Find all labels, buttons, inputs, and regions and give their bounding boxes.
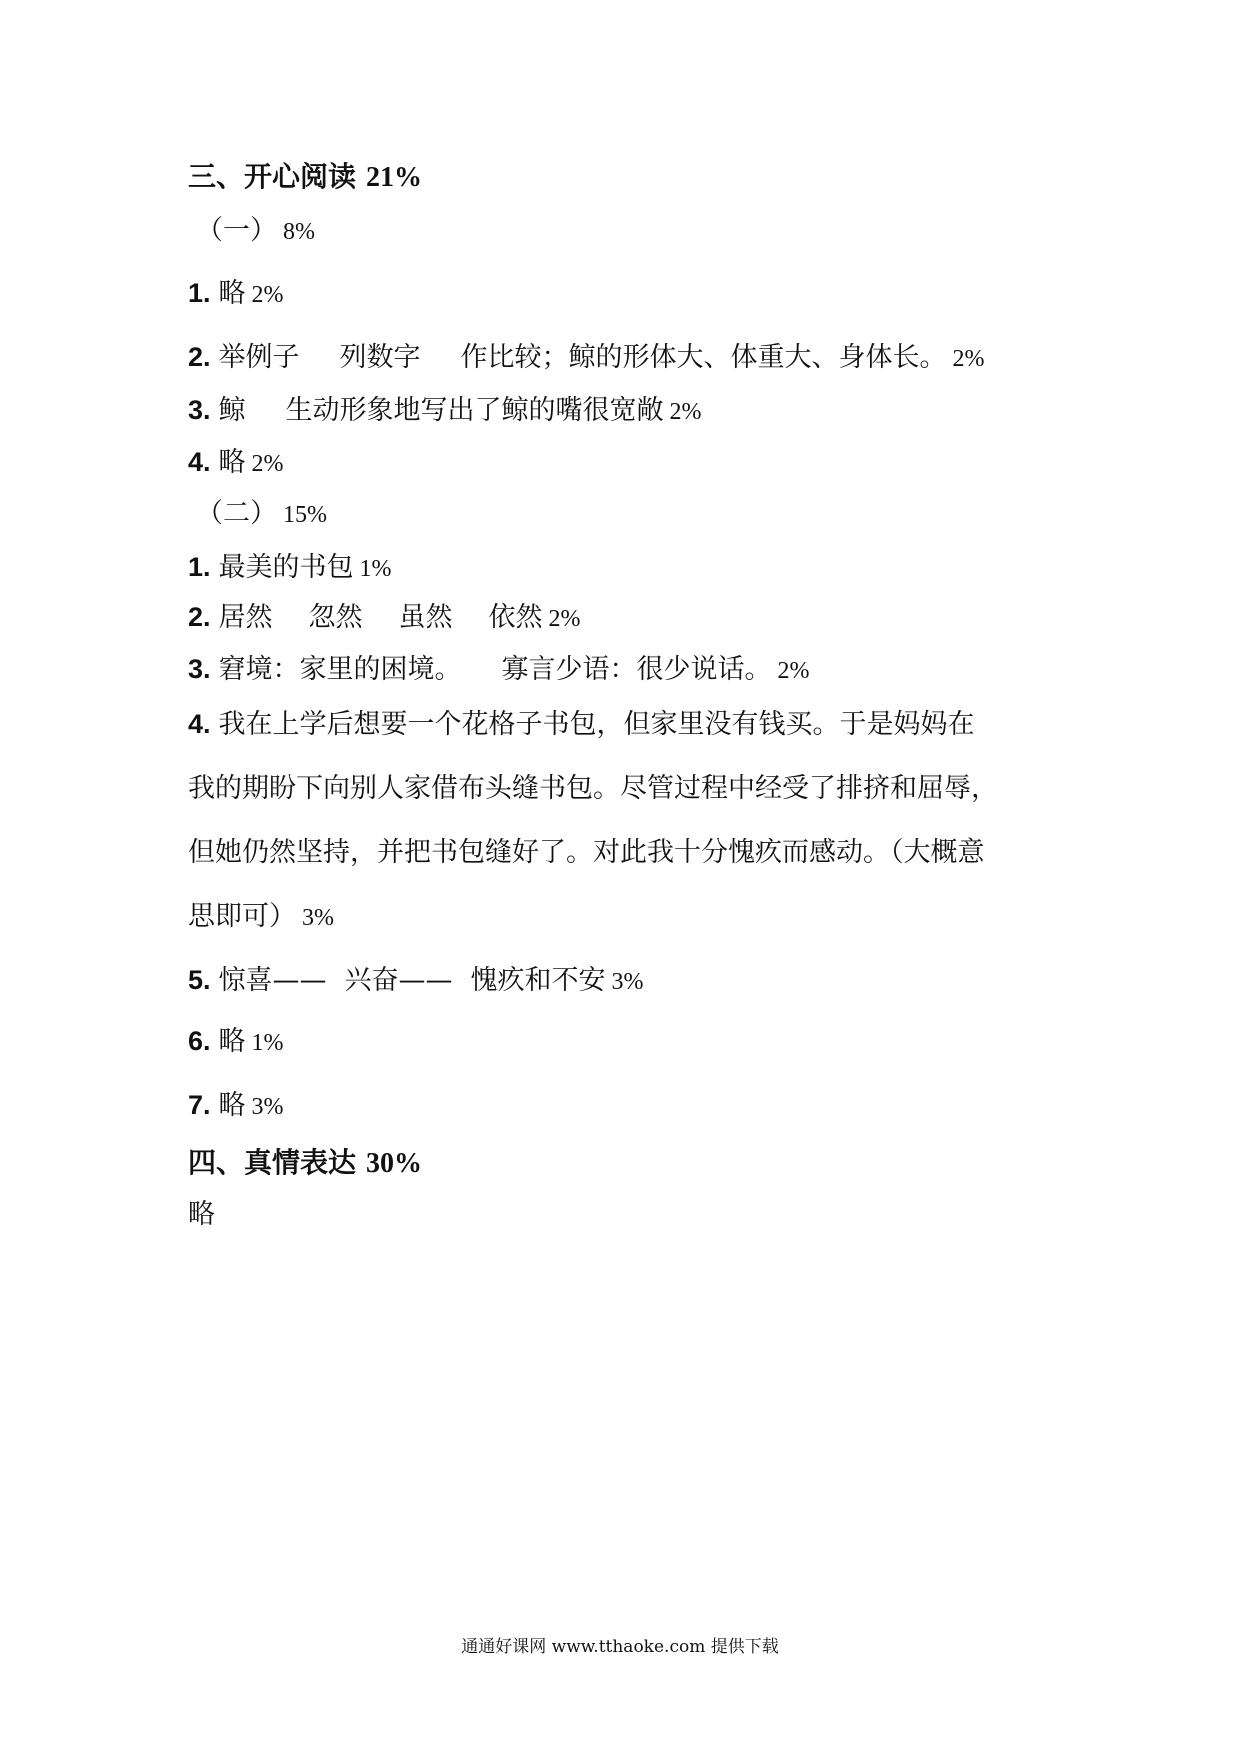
part1-label: （一） [196,215,277,246]
part2-item-7: 7. 略 3% [188,1090,284,1121]
part2-score: 15% [283,502,327,528]
part2-item-2: 2. 居然 忽然 虽然 依然 2% [188,602,581,633]
section3-title: 三、开心阅读 [188,160,357,193]
part2-item-4-line-2: 我的期盼下向别人家借布头缝书包。尽管过程中经受了排挤和屈辱， [188,773,998,804]
section4-score: 30% [366,1148,423,1179]
section4-heading [188,1146,422,1181]
part2-item-4-line-4: 思即可） 3% [188,901,334,932]
part1-item-3: 3. 鲸 生动形象地写出了鲸的嘴很宽敞 2% [188,395,702,426]
part1-score: 8% [283,219,315,245]
part2-item-3: 3. 窘境：家里的困境。 寡言少语：很少说话。 2% [188,654,810,685]
part2-label: （二） [196,498,277,529]
part2-item-6: 6. 略 1% [188,1026,284,1057]
part2-item-1: 1. 最美的书包 1% [188,552,392,583]
part1-item-2: 2. 举例子 列数字 作比较；鲸的形体大、体重大、身体长。 2% [188,342,985,373]
section4-answer: 略 [188,1199,215,1230]
section4-title: 四、真情表达 [188,1146,357,1179]
section3-heading [188,160,422,195]
part1-heading [196,214,315,249]
part2-heading [196,497,327,532]
section3-score: 21% [366,162,423,193]
part2-item-5: 5. 惊喜—— 兴奋—— 愧疚和不安 3% [188,965,644,996]
part1-item-4: 4. 略 2% [188,447,284,478]
part1-item-1: 1. 略 2% [188,278,284,309]
footer-source: 通通好课网 www.tthaoke.com 提供下载 [461,1637,779,1657]
part2-item-4 [188,692,1068,950]
part2-item-4-line-3: 但她仍然坚持，并把书包缝好了。对此我十分愧疚而感动。（大概意 [188,837,985,868]
part2-item-4-line-1: 4. 我在上学后想要一个花格子书包，但家里没有钱买。于是妈妈在 [188,709,975,740]
